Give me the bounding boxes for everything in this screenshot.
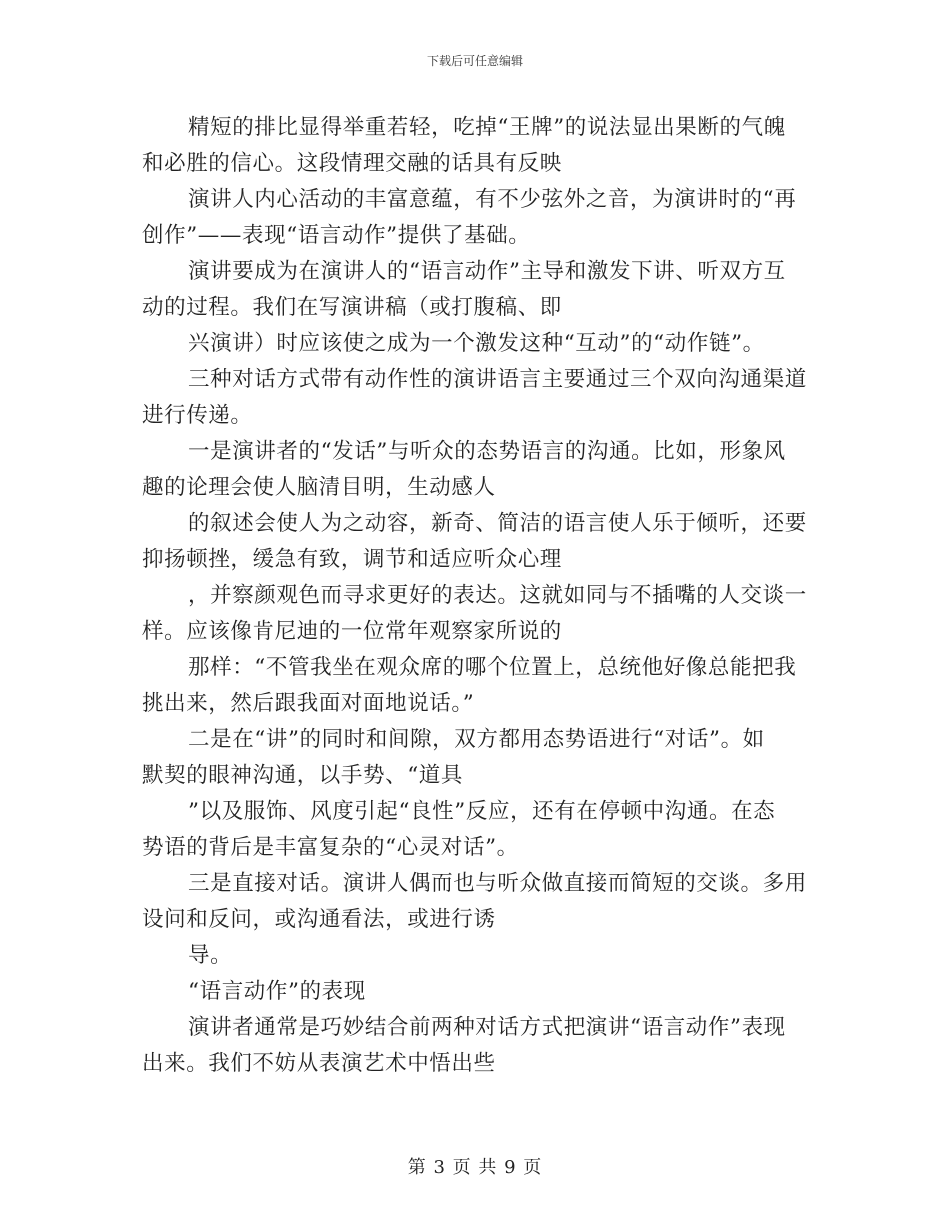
text-line: 默契的眼神沟通，以手势、“道具 — [142, 763, 463, 788]
text-line: 设问和反问，或沟通看法，或进行诱 — [142, 907, 496, 932]
text-line: 的叙述会使人为之动容，新奇、简洁的语言使人乐于倾听，还要 — [188, 511, 807, 536]
section-heading: “语言动作”的表现 — [188, 979, 366, 1004]
text-line: 创作”——表现“语言动作”提供了基础。 — [142, 223, 531, 248]
text-line: 三是直接对话。演讲人偶而也与听众做直接而简短的交谈。多用 — [188, 871, 807, 896]
text-line: 三种对话方式带有动作性的演讲语言主要通过三个双向沟通渠道 — [188, 367, 807, 392]
text-line: 演讲人内心活动的丰富意蕴，有不少弦外之音，为演讲时的“再 — [188, 187, 797, 212]
text-line: 二是在“讲”的同时和间隙，双方都用态势语进行“对话”。如 — [188, 727, 765, 752]
text-line: 演讲者通常是巧妙结合前两种对话方式把演讲“语言动作”表现 — [188, 1015, 786, 1040]
text-line: ”以及服饰、风度引起“良性”反应，还有在停顿中沟通。在态 — [188, 799, 776, 824]
text-line: 挑出来，然后跟我面对面地说话。” — [142, 691, 475, 716]
text-line: 精短的排比显得举重若轻，吃掉“王牌”的说法显出果断的气魄 — [188, 115, 786, 140]
text-line: 样。应该像肯尼迪的一位常年观察家所说的 — [142, 619, 562, 644]
text-line: 一是演讲者的“发话”与听众的态势语言的沟通。比如，形象风 — [188, 439, 786, 464]
text-line: 抑扬顿挫，缓急有致，调节和适应听众心理 — [142, 547, 562, 572]
text-line: 导。 — [188, 943, 233, 968]
text-line: 和必胜的信心。这段情理交融的话具有反映 — [142, 151, 562, 176]
page-header: 下载后可任意编辑 — [426, 54, 523, 68]
document-body — [142, 110, 807, 1082]
text-line: 动的过程。我们在写演讲稿（或打腹稿、即 — [142, 295, 562, 320]
text-line: 进行传递。 — [142, 403, 253, 428]
page-number: 第 3 页 共 9 页 — [407, 1157, 543, 1178]
text-line: 演讲要成为在演讲人的“语言动作”主导和激发下讲、听双方互 — [188, 259, 786, 284]
text-line: 趣的论理会使人脑清目明，生动感人 — [142, 475, 496, 500]
text-line: 出来。我们不妨从表演艺术中悟出些 — [142, 1051, 496, 1076]
text-line: ，并察颜观色而寻求更好的表达。这就如同与不插嘴的人交谈一 — [188, 583, 807, 608]
text-line: 那样：“不管我坐在观众席的哪个位置上，总统他好像总能把我 — [188, 655, 797, 680]
text-line: 兴演讲）时应该使之成为一个激发这种“互动”的“动作链”。 — [188, 331, 765, 356]
text-line: 势语的背后是丰富复杂的“心灵对话”。 — [142, 835, 519, 860]
